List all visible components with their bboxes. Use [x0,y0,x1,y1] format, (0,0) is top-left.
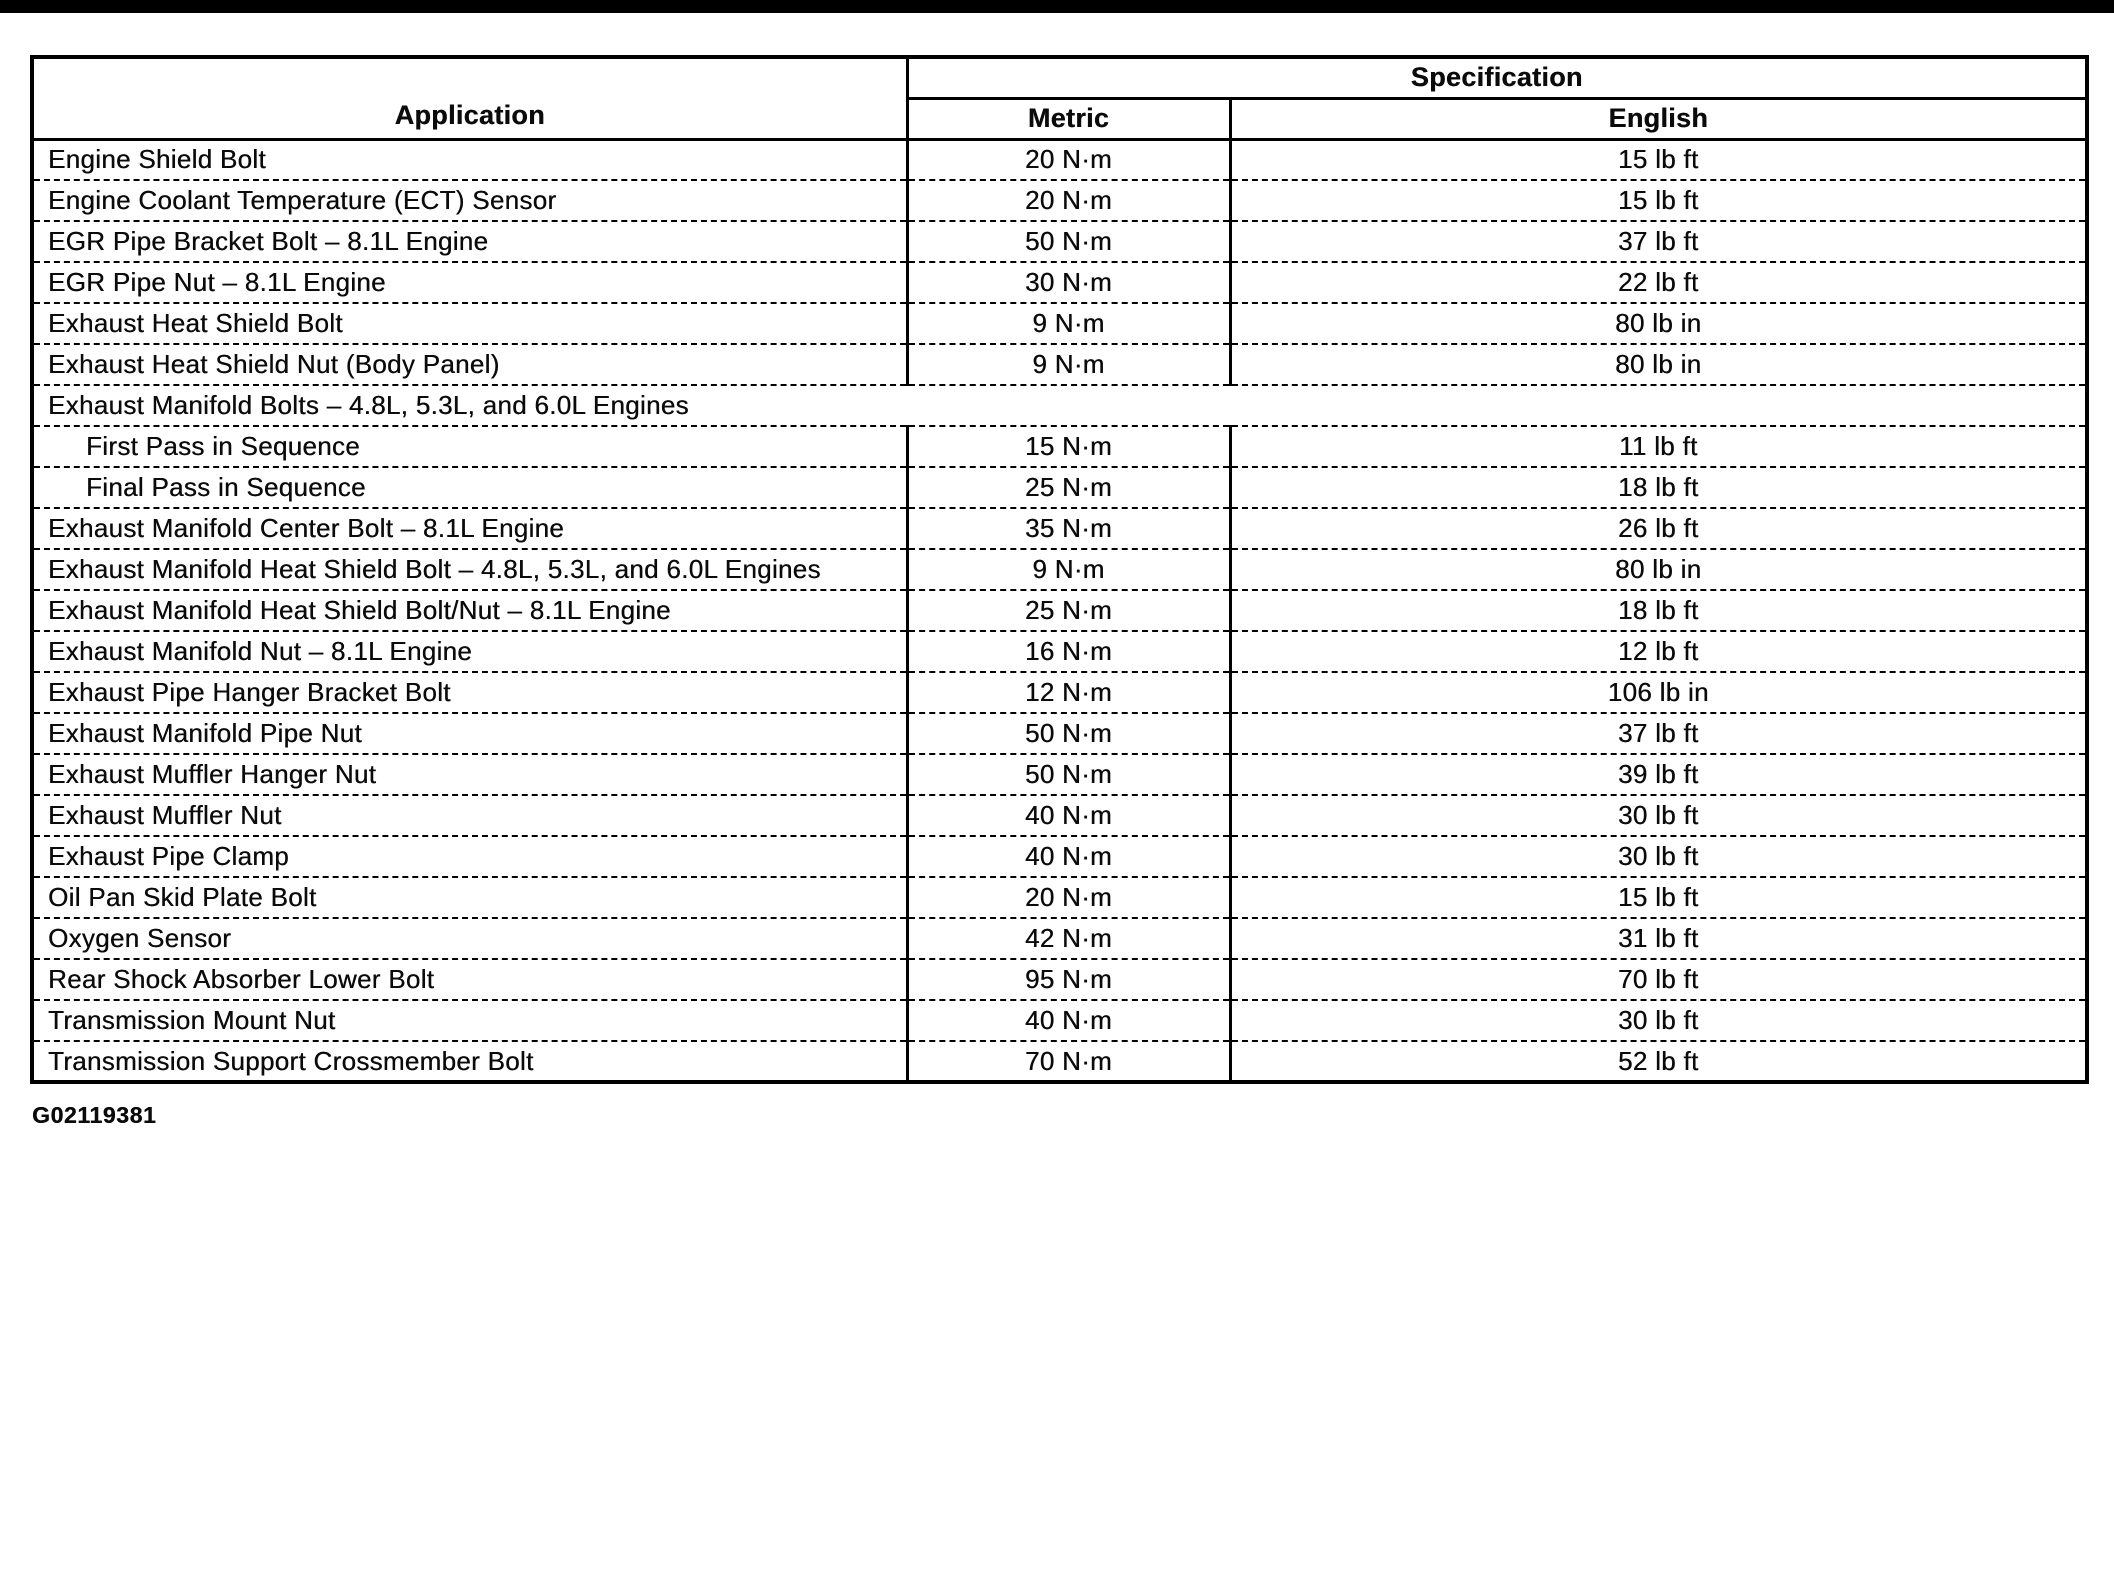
application-column-header: Application [32,57,907,139]
table-row-data [32,221,2087,262]
table-row-sub [32,467,2087,508]
metric-value-cell: 50 N·m [907,754,1230,795]
application-cell: Rear Shock Absorber Lower Bolt [32,959,907,1000]
metric-value-cell: 40 N·m [907,1000,1230,1041]
table-row-section [32,385,2087,426]
application-cell: Exhaust Manifold Nut – 8.1L Engine [32,631,907,672]
metric-value-cell: 16 N·m [907,631,1230,672]
metric-value-cell: 20 N·m [907,139,1230,180]
english-value-cell: 18 lb ft [1230,467,2087,508]
table-row-data [32,1041,2087,1082]
table-row-data [32,877,2087,918]
metric-value-cell: 95 N·m [907,959,1230,1000]
english-value-cell: 22 lb ft [1230,262,2087,303]
metric-value-cell: 25 N·m [907,590,1230,631]
application-cell: Oxygen Sensor [32,918,907,959]
metric-column-header: Metric [907,98,1230,139]
application-cell: Exhaust Heat Shield Bolt [32,303,907,344]
table-row-data [32,672,2087,713]
english-value-cell: 80 lb in [1230,344,2087,385]
english-column-header: English [1230,98,2087,139]
metric-value-cell: 30 N·m [907,262,1230,303]
metric-value-cell: 40 N·m [907,836,1230,877]
table-row-data [32,549,2087,590]
english-value-cell: 106 lb in [1230,672,2087,713]
english-value-cell: 70 lb ft [1230,959,2087,1000]
metric-value-cell: 20 N·m [907,180,1230,221]
english-value-cell: 12 lb ft [1230,631,2087,672]
table-row-data [32,713,2087,754]
table-row-data [32,180,2087,221]
table-row-data [32,631,2087,672]
table-row-data [32,303,2087,344]
english-value-cell: 80 lb in [1230,549,2087,590]
metric-value-cell: 70 N·m [907,1041,1230,1082]
table-row-data [32,959,2087,1000]
table-row-data [32,836,2087,877]
english-value-cell: 37 lb ft [1230,713,2087,754]
metric-value-cell: 9 N·m [907,549,1230,590]
english-value-cell: 39 lb ft [1230,754,2087,795]
application-cell: Exhaust Muffler Hanger Nut [32,754,907,795]
english-value-cell: 52 lb ft [1230,1041,2087,1082]
metric-value-cell: 40 N·m [907,795,1230,836]
metric-value-cell: 20 N·m [907,877,1230,918]
metric-value-cell: 9 N·m [907,303,1230,344]
english-value-cell: 30 lb ft [1230,1000,2087,1041]
table-row-data [32,590,2087,631]
table-row-data [32,754,2087,795]
application-cell: Exhaust Pipe Hanger Bracket Bolt [32,672,907,713]
table-row-data [32,344,2087,385]
metric-value-cell: 50 N·m [907,713,1230,754]
scan-artifact-bar [0,0,2114,13]
header-row-specification [32,57,2087,98]
english-value-cell: 30 lb ft [1230,795,2087,836]
english-value-cell: 15 lb ft [1230,180,2087,221]
metric-value-cell: 15 N·m [907,426,1230,467]
figure-id-label: G02119381 [32,1102,157,1128]
application-cell: EGR Pipe Nut – 8.1L Engine [32,262,907,303]
english-value-cell: 31 lb ft [1230,918,2087,959]
metric-value-cell: 50 N·m [907,221,1230,262]
application-cell: Exhaust Muffler Nut [32,795,907,836]
metric-value-cell: 9 N·m [907,344,1230,385]
english-value-cell: 30 lb ft [1230,836,2087,877]
metric-value-cell: 25 N·m [907,467,1230,508]
metric-value-cell: 42 N·m [907,918,1230,959]
table-row-sub [32,426,2087,467]
table-row-data [32,139,2087,180]
table-row-data [32,1000,2087,1041]
application-cell: Exhaust Manifold Center Bolt – 8.1L Engine [32,508,907,549]
application-cell: Transmission Mount Nut [32,1000,907,1041]
application-section-cell: Exhaust Manifold Bolts – 4.8L, 5.3L, and 6.0L Engines [32,385,2087,426]
application-cell: Transmission Support Crossmember Bolt [32,1041,907,1082]
table-row-data [32,918,2087,959]
application-cell: Engine Shield Bolt [32,139,907,180]
torque-spec-table [30,55,2089,1084]
table-row-data [32,262,2087,303]
application-cell: Final Pass in Sequence [32,467,907,508]
english-value-cell: 26 lb ft [1230,508,2087,549]
table-row-data [32,508,2087,549]
application-cell: EGR Pipe Bracket Bolt – 8.1L Engine [32,221,907,262]
application-cell: Engine Coolant Temperature (ECT) Sensor [32,180,907,221]
metric-value-cell: 12 N·m [907,672,1230,713]
english-value-cell: 18 lb ft [1230,590,2087,631]
english-value-cell: 37 lb ft [1230,221,2087,262]
spec-table-body [32,139,2087,1082]
application-cell: Exhaust Manifold Heat Shield Bolt/Nut – 8.1L Engine [32,590,907,631]
specification-column-header: Specification [907,57,2087,98]
english-value-cell: 15 lb ft [1230,877,2087,918]
english-value-cell: 80 lb in [1230,303,2087,344]
application-cell: First Pass in Sequence [32,426,907,467]
application-cell: Exhaust Manifold Heat Shield Bolt – 4.8L, 5.3L, and 6.0L Engines [32,549,907,590]
application-cell: Exhaust Heat Shield Nut (Body Panel) [32,344,907,385]
table-header [32,57,2087,139]
application-cell: Exhaust Manifold Pipe Nut [32,713,907,754]
application-cell: Exhaust Pipe Clamp [32,836,907,877]
table-row-data [32,795,2087,836]
application-cell: Oil Pan Skid Plate Bolt [32,877,907,918]
english-value-cell: 15 lb ft [1230,139,2087,180]
english-value-cell: 11 lb ft [1230,426,2087,467]
metric-value-cell: 35 N·m [907,508,1230,549]
